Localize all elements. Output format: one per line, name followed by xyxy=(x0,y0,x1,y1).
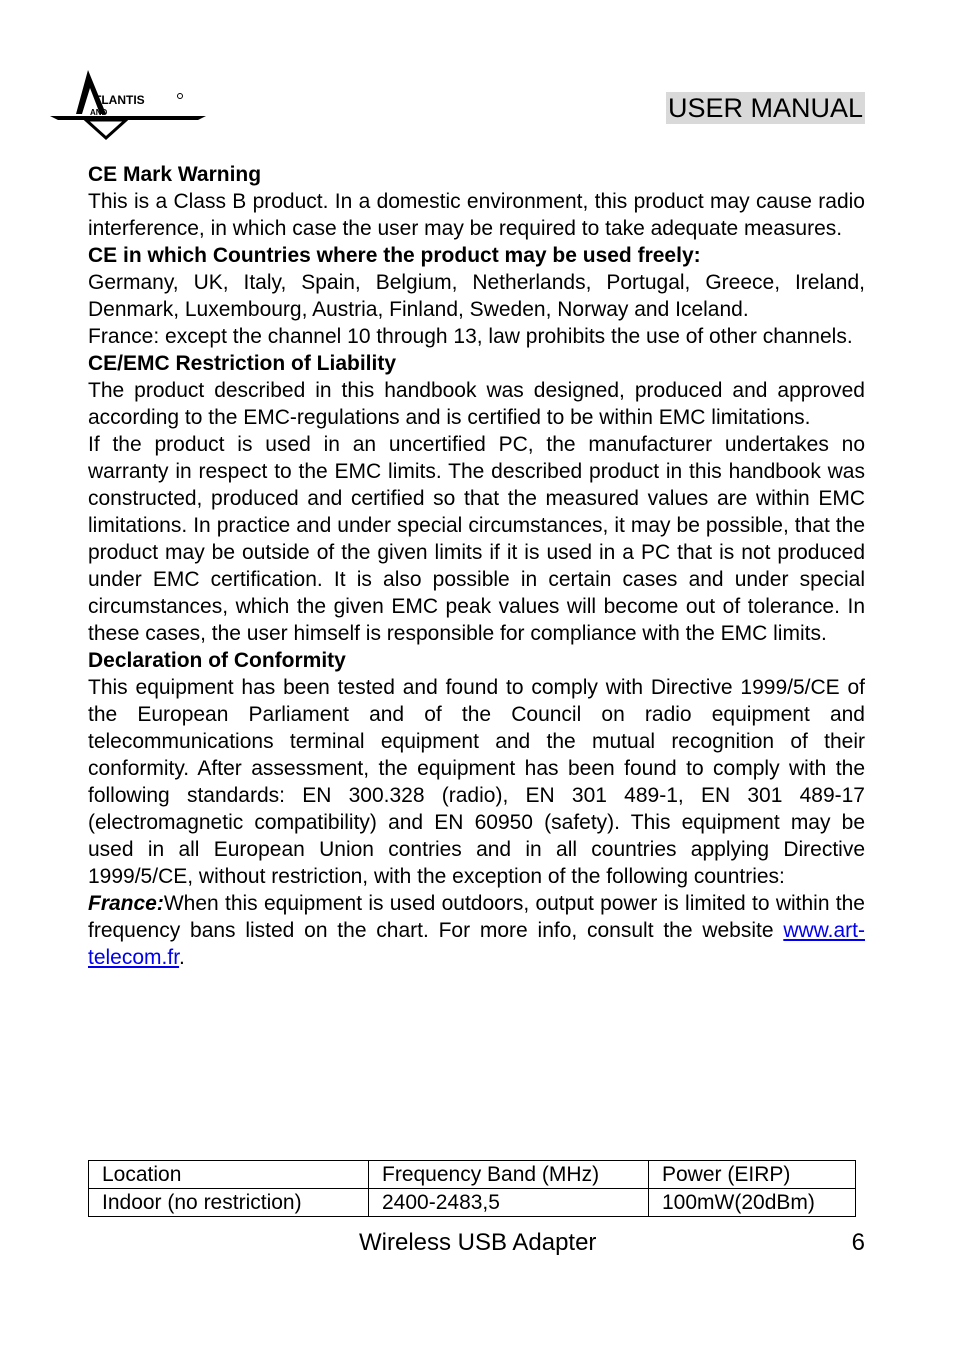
cell-frequency: 2400-2483,5 xyxy=(369,1189,649,1217)
cell-location: Indoor (no restriction) xyxy=(89,1189,369,1217)
footer-title: Wireless USB Adapter xyxy=(359,1229,597,1256)
page-number: 6 xyxy=(851,1229,865,1256)
ce-countries-heading: CE in which Countries where the product may be used freely: xyxy=(88,244,701,267)
france-text: When this equipment is used outdoors, output power is limited to within the frequency bans listed on the chart. For more info, consult the website xyxy=(88,892,865,942)
table-row xyxy=(89,1189,856,1217)
doc-heading: Declaration of Conformity xyxy=(88,649,346,672)
emc-body-2: If the product is used in an uncertified PC, the manufacturer undertakes no warranty in respect to the EMC limits. The described product in this handbook was constructed, produced and certified so that the measured values are within EMC limitations. In practice and under special circumstances, it may be possible, that the product may be outside of the given limits if it is used in a PC that is not produced under EMC certification. It is also possible in certain cases and under special circumstances, which the given EMC peak values will become out of tolerance. In these cases, the user himself is responsible for compliance with the EMC limits. xyxy=(88,433,865,645)
document-body xyxy=(88,161,865,971)
doc-france-paragraph xyxy=(88,890,865,971)
doc-body: This equipment has been tested and found to comply with Directive 1999/5/CE of the European Parliament and of the Council on radio equipment and telecommunications terminal equipment and the mutual recognition of their conformity. After assessment, the equipment has been found to comply with the following standards: EN 300.328 (radio), EN 301 489-1, EN 301 489-17 (electromagnetic compatibility) and EN 60950 (safety). This equipment may be used in all European Union contries and in all countries applying Directive 1999/5/CE, without restriction, with the exception of the following countries: xyxy=(88,676,865,888)
art-telecom-link[interactable]: www.art-telecom.fr xyxy=(88,919,865,969)
after-link: . xyxy=(179,946,185,969)
ce-mark-heading: CE Mark Warning xyxy=(88,163,262,186)
atlantis-logo xyxy=(48,66,208,142)
ce-mark-body: This is a Class B product. In a domestic environment, this product may cause radio interference, in which case the user may be required to take adequate measures. xyxy=(88,190,865,240)
header-power: Power (EIRP) xyxy=(649,1161,856,1189)
emc-heading: CE/EMC Restriction of Liability xyxy=(88,352,397,375)
header-location: Location xyxy=(89,1161,369,1189)
svg-text:AND: AND xyxy=(90,108,108,117)
table-header-row xyxy=(89,1161,856,1189)
ce-countries-body: Germany, UK, Italy, Spain, Belgium, Netherlands, Portugal, Greece, Ireland, Denmark, Luxembourg, Austria, Finland, Sweden, Norway and Iceland. xyxy=(88,271,865,321)
header-title: USER MANUAL xyxy=(667,93,863,123)
header-frequency: Frequency Band (MHz) xyxy=(369,1161,649,1189)
frequency-table xyxy=(88,1160,856,1217)
emc-body-1: The product described in this handbook was designed, produced and approved according to the EMC-regulations and is certified to be within EMC limitations. xyxy=(88,379,865,429)
ce-france-body: France: except the channel 10 through 13, law prohibits the use of other channels. xyxy=(88,325,853,348)
france-label: France: xyxy=(88,892,164,915)
svg-text:TLANTIS: TLANTIS xyxy=(94,93,145,107)
cell-power: 100mW(20dBm) xyxy=(649,1189,856,1217)
